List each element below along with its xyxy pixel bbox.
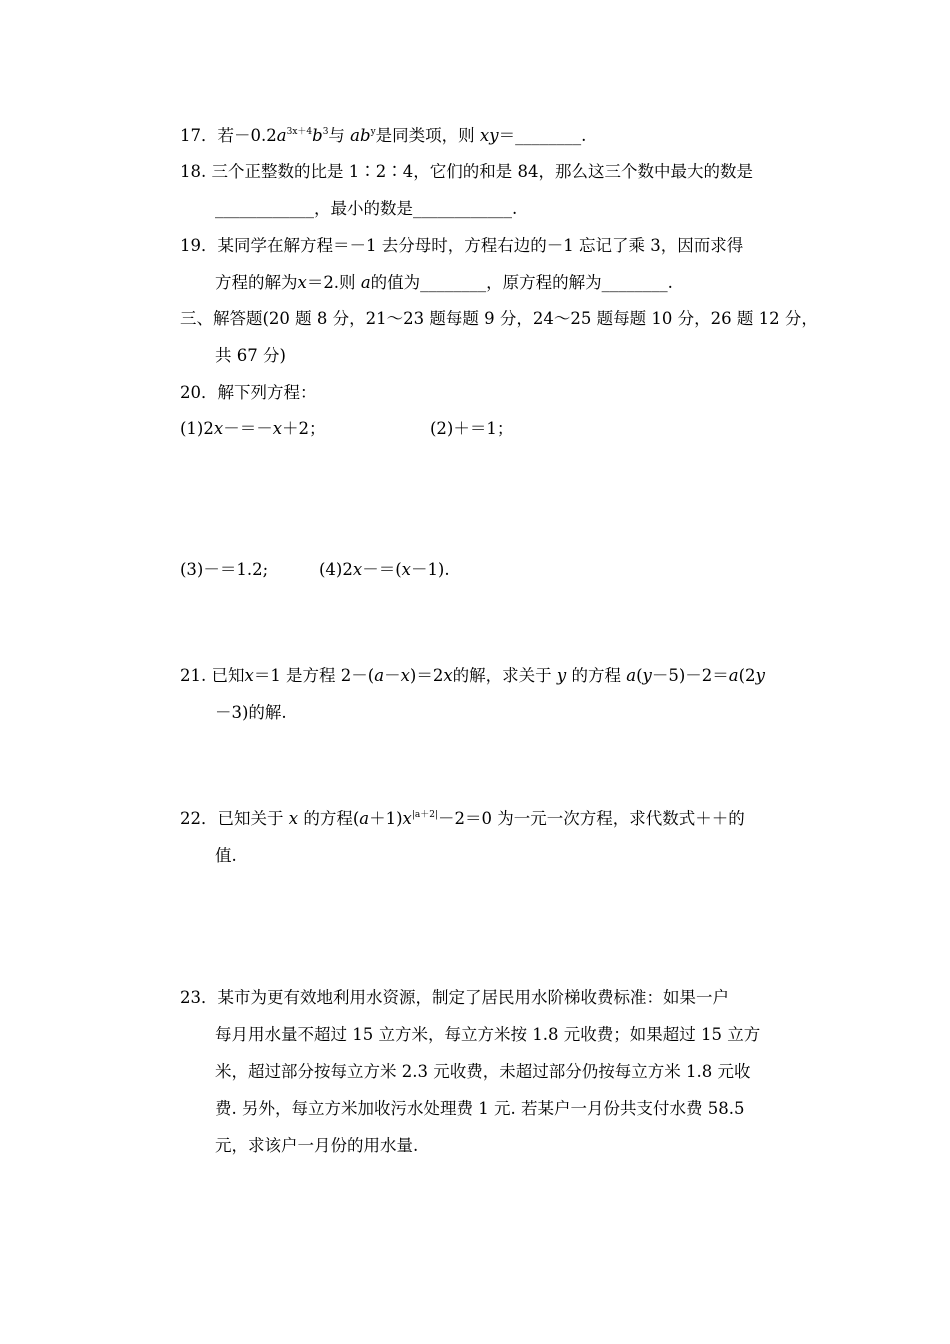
text: 若－0.2 [217,126,277,145]
question-20-title: 20．解下列方程： [180,383,317,402]
text: －1). [410,560,450,579]
question-22-line2: 值. [215,846,237,865]
var-a: a [626,666,637,685]
text: )＝2 [409,666,444,685]
text: (4)2 [319,560,353,579]
text: 的值为________，原方程的解为________. [370,273,673,292]
text: －2＝0 为一元一次方程，求代数式＋＋的 [438,809,745,828]
var-a: a [359,809,370,828]
exponent: y [370,127,376,137]
var-a: a [374,666,385,685]
text: 22．已知关于 [180,809,284,828]
question-23-line1: 23．某市为更有效地利用水资源，制定了居民用水阶梯收费标准：如果一户 [180,988,729,1007]
question-23-line2: 每月用水量不超过 15 立方米，每立方米按 1.8 元收费；如果超过 15 立方 [215,1025,761,1044]
question-23-line4: 费. 另外，每立方米加收污水处理费 1 元. 若某户一月份共支付水费 58.5 [215,1099,745,1118]
text: ＋2； [282,419,326,438]
section-3-header-line1: 三、解答题(20 题 8 分，21～23 题每题 9 分，24～25 题每题 10 分，26 题 12 分， [180,309,818,328]
var-x: x [213,419,224,438]
question-19-line2 [215,273,673,293]
question-21-line1 [180,666,765,686]
text: －5)－2＝ [651,666,729,685]
exponent: 3 [322,127,329,137]
text: 的解，求关于 [452,666,552,685]
text: 21. 已知 [180,666,245,685]
text: ＝1 是方程 2－( [253,666,375,685]
exponent: 3x＋4 [286,127,313,137]
question-21-line2: －3)的解. [215,703,287,722]
text: － [384,666,401,685]
text: －＝( [362,560,402,579]
question-18-line1: 18. 三个正整数的比是 1∶2∶4，它们的和是 84，那么这三个数中最大的数是 [180,162,753,181]
var-x: x [244,666,254,685]
question-19-line1: 19．某同学在解方程＝－1 去分母时，方程右边的－1 忘记了乘 3，因而求得 [180,236,744,255]
text: 的方程 [571,666,621,685]
text: ＋1) [369,809,403,828]
text: ( [636,666,643,685]
var-y: y [642,666,652,685]
var-x: x [402,809,412,828]
var-x: x [288,809,299,828]
var-x: x [352,560,363,579]
text: ＝2.则 [306,273,356,292]
var-a: a [276,126,287,145]
text: 方程的解为 [215,273,298,292]
var-a: a [360,273,371,292]
question-20-part1 [180,419,326,439]
question-18-line2: ____________，最小的数是____________. [215,199,518,218]
var-xy: xy [479,126,499,145]
text: －＝－ [223,419,273,438]
var-x: x [297,273,307,292]
exponent: |a＋2| [411,810,439,820]
question-17 [180,126,586,146]
var-y: y [556,666,567,685]
var-x: x [272,419,282,438]
text: (1)2 [180,419,214,438]
var-y: y [755,666,765,685]
var-ab: ab [350,126,371,145]
question-number: 17． [180,126,218,145]
section-3-header-line2: 共 67 分) [215,346,286,365]
question-20-part2: (2)＋＝1； [430,419,514,438]
question-22-line1 [180,809,745,829]
question-20-part3: (3)－＝1.2; [180,560,269,579]
text: (2 [738,666,756,685]
question-20-part4 [319,560,450,580]
var-a: a [728,666,739,685]
question-23-line5: 元，求该户一月份的用水量. [215,1136,419,1155]
var-x: x [401,560,411,579]
text: 与 [328,126,345,145]
var-x: x [443,666,453,685]
text: 的方程( [303,809,360,828]
text: ＝________. [498,126,587,145]
var-b: b [312,126,323,145]
text: 是同类项，则 [375,126,475,145]
var-x: x [400,666,410,685]
question-23-line3: 米，超过部分按每立方米 2.3 元收费，未超过部分仍按每立方米 1.8 元收 [215,1062,751,1081]
